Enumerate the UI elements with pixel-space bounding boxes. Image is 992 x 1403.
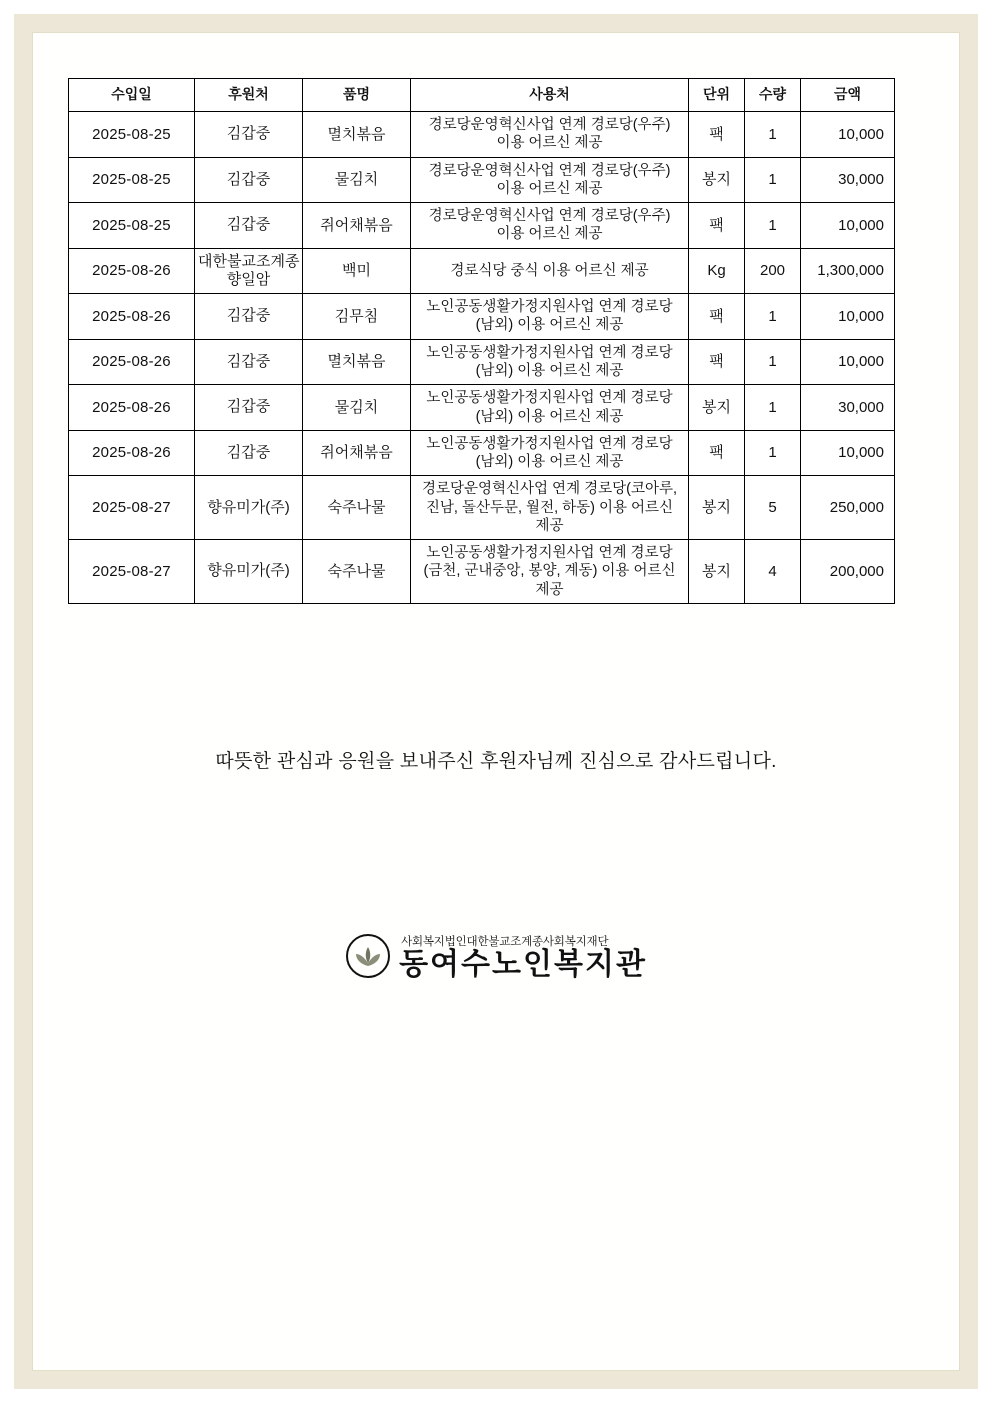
donation-table xyxy=(68,78,895,604)
cell-amount: 10,000 xyxy=(801,430,895,476)
cell-item: 멸치볶음 xyxy=(303,339,411,385)
cell-quantity: 1 xyxy=(745,294,801,340)
cell-date: 2025-08-26 xyxy=(69,339,195,385)
table-row xyxy=(69,248,895,294)
table-row xyxy=(69,385,895,431)
thanks-message: 따뜻한 관심과 응원을 보내주신 후원자님께 진심으로 감사드립니다. xyxy=(215,750,777,772)
cell-unit: 봉지 xyxy=(689,385,745,431)
column-header-date: 수입일 xyxy=(69,79,195,112)
cell-item: 김무침 xyxy=(303,294,411,340)
cell-usage: 경로식당 중식 이용 어르신 제공 xyxy=(411,248,689,294)
cell-item: 물김치 xyxy=(303,157,411,203)
cell-amount: 30,000 xyxy=(801,157,895,203)
cell-item: 쥐어채볶음 xyxy=(303,203,411,249)
table-row xyxy=(69,430,895,476)
cell-quantity: 200 xyxy=(745,248,801,294)
cell-usage: 노인공동생활가정지원사업 연계 경로당(남외) 이용 어르신 제공 xyxy=(411,294,689,340)
cell-amount: 30,000 xyxy=(801,385,895,431)
cell-unit: 봉지 xyxy=(689,476,745,540)
cell-item: 멸치볶음 xyxy=(303,112,411,158)
column-header-quantity: 수량 xyxy=(745,79,801,112)
cell-sponsor: 향유미가(주) xyxy=(195,476,303,540)
cell-amount: 10,000 xyxy=(801,294,895,340)
cell-sponsor: 김갑중 xyxy=(195,385,303,431)
column-header-unit: 단위 xyxy=(689,79,745,112)
cell-amount: 1,300,000 xyxy=(801,248,895,294)
cell-date: 2025-08-25 xyxy=(69,203,195,249)
table-row xyxy=(69,294,895,340)
cell-sponsor: 김갑중 xyxy=(195,112,303,158)
cell-usage: 경로당운영혁신사업 연계 경로당(우주) 이용 어르신 제공 xyxy=(411,203,689,249)
cell-date: 2025-08-26 xyxy=(69,385,195,431)
table-row xyxy=(69,112,895,158)
table-row xyxy=(69,476,895,540)
cell-quantity: 4 xyxy=(745,540,801,604)
cell-quantity: 5 xyxy=(745,476,801,540)
logo-text-block xyxy=(399,933,647,980)
cell-date: 2025-08-25 xyxy=(69,112,195,158)
cell-item: 백미 xyxy=(303,248,411,294)
cell-unit: 봉지 xyxy=(689,540,745,604)
document-content xyxy=(68,78,924,980)
table-row xyxy=(69,157,895,203)
cell-quantity: 1 xyxy=(745,157,801,203)
cell-date: 2025-08-26 xyxy=(69,248,195,294)
cell-date: 2025-08-25 xyxy=(69,157,195,203)
logo-subtitle: 사회복지법인대한불교조계종사회복지재단 xyxy=(401,935,609,948)
cell-item: 숙주나물 xyxy=(303,540,411,604)
cell-date: 2025-08-27 xyxy=(69,476,195,540)
cell-sponsor: 김갑중 xyxy=(195,203,303,249)
cell-amount: 10,000 xyxy=(801,203,895,249)
cell-unit: 봉지 xyxy=(689,157,745,203)
cell-sponsor: 김갑중 xyxy=(195,430,303,476)
cell-unit: 팩 xyxy=(689,112,745,158)
cell-usage: 경로당운영혁신사업 연계 경로당(우주) 이용 어르신 제공 xyxy=(411,112,689,158)
cell-unit: 팩 xyxy=(689,430,745,476)
column-header-usage: 사용처 xyxy=(411,79,689,112)
cell-sponsor: 김갑중 xyxy=(195,157,303,203)
cell-sponsor: 김갑중 xyxy=(195,339,303,385)
cell-quantity: 1 xyxy=(745,430,801,476)
cell-usage: 노인공동생활가정지원사업 연계 경로당(남외) 이용 어르신 제공 xyxy=(411,339,689,385)
cell-unit: Kg xyxy=(689,248,745,294)
cell-item: 숙주나물 xyxy=(303,476,411,540)
cell-unit: 팩 xyxy=(689,339,745,385)
cell-quantity: 1 xyxy=(745,339,801,385)
cell-quantity: 1 xyxy=(745,385,801,431)
cell-date: 2025-08-27 xyxy=(69,540,195,604)
cell-sponsor: 김갑중 xyxy=(195,294,303,340)
table-row xyxy=(69,540,895,604)
cell-item: 물김치 xyxy=(303,385,411,431)
column-header-sponsor: 후원처 xyxy=(195,79,303,112)
cell-sponsor: 향유미가(주) xyxy=(195,540,303,604)
cell-quantity: 1 xyxy=(745,112,801,158)
cell-quantity: 1 xyxy=(745,203,801,249)
cell-usage: 노인공동생활가정지원사업 연계 경로당(남외) 이용 어르신 제공 xyxy=(411,430,689,476)
cell-amount: 200,000 xyxy=(801,540,895,604)
logo-title: 동여수노인복지관 xyxy=(399,947,647,981)
cell-amount: 10,000 xyxy=(801,112,895,158)
table-row xyxy=(69,339,895,385)
cell-usage: 경로당운영혁신사업 연계 경로당(우주) 이용 어르신 제공 xyxy=(411,157,689,203)
cell-usage: 노인공동생활가정지원사업 연계 경로당(금천, 군내중앙, 봉양, 계동) 이용 어르신 제공 xyxy=(411,540,689,604)
cell-item: 쥐어채볶음 xyxy=(303,430,411,476)
cell-sponsor: 대한불교조계종 향일암 xyxy=(195,248,303,294)
cell-usage: 노인공동생활가정지원사업 연계 경로당(남외) 이용 어르신 제공 xyxy=(411,385,689,431)
cell-usage: 경로당운영혁신사업 연계 경로당(코아루, 진남, 돌산두문, 월전, 하동) 이용 어르신 제공 xyxy=(411,476,689,540)
cell-amount: 10,000 xyxy=(801,339,895,385)
table-header-row xyxy=(69,79,895,112)
cell-date: 2025-08-26 xyxy=(69,294,195,340)
cell-unit: 팩 xyxy=(689,203,745,249)
organization-logo xyxy=(68,933,924,980)
table-row xyxy=(69,203,895,249)
cell-date: 2025-08-26 xyxy=(69,430,195,476)
column-header-item: 품명 xyxy=(303,79,411,112)
column-header-amount: 금액 xyxy=(801,79,895,112)
lotus-circle-icon xyxy=(345,933,391,979)
cell-unit: 팩 xyxy=(689,294,745,340)
cell-amount: 250,000 xyxy=(801,476,895,540)
